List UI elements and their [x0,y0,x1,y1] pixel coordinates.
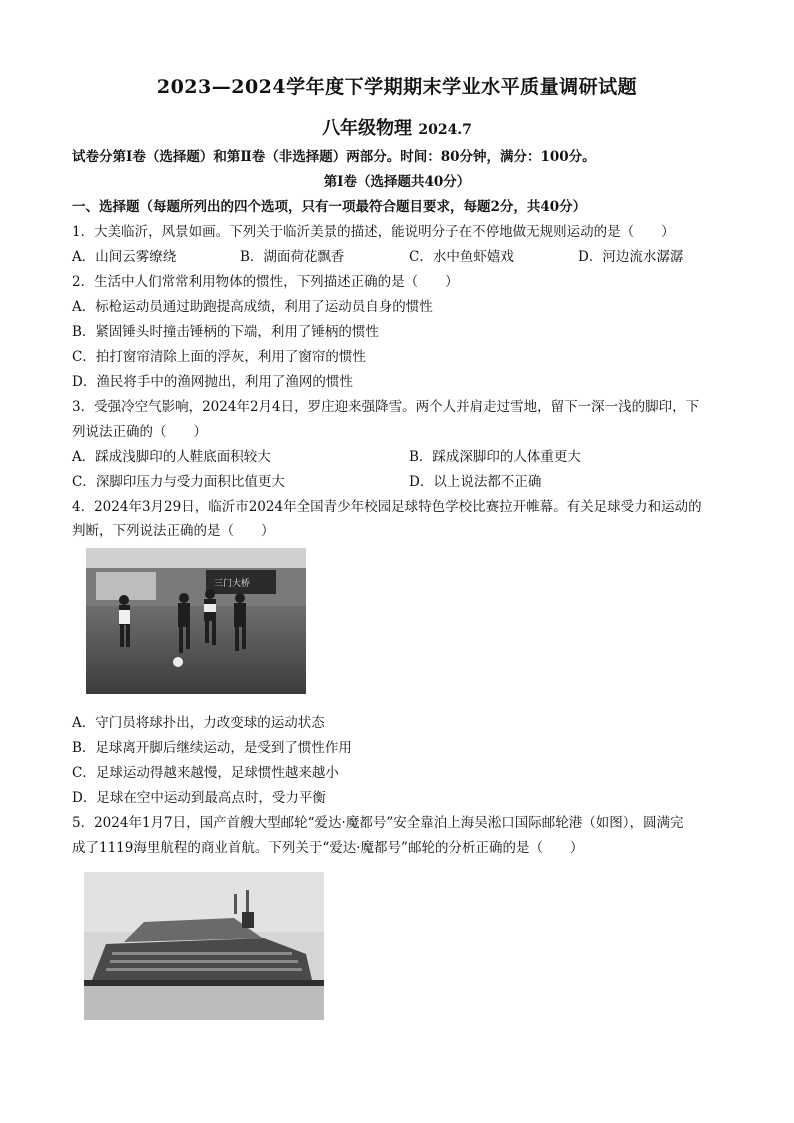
exam-date: 2024.7 [418,122,472,138]
q3-stem-line2: 列说法正确的（ ） [72,424,207,440]
q1-option-b: B．湖面荷花飘香 [240,249,345,265]
q3-option-b: B．踩成深脚印的人体重更大 [409,449,581,465]
q3-option-c: C．深脚印压力与受力面积比值更大 [72,474,285,490]
soccer-photo-drawing [86,548,306,694]
q5-stem-line2: 成了1119海里航程的商业首航。下列关于“爱达·魔都号”邮轮的分析正确的是（ ） [72,840,584,856]
subject-label: 八年级物理 [322,118,413,139]
q1-option-d: D．河边流水潺潺 [578,249,684,265]
q4-stem-line2: 判断，下列说法正确的是（ ） [72,523,275,539]
part1-heading: 第Ⅰ卷（选择题共40分） [323,174,471,190]
q4-option-a: A．守门员将球扑出，力改变球的运动状态 [72,715,325,731]
q2-stem: 2．生活中人们常常利用物体的惯性，下列描述正确的是（ ） [72,274,459,290]
section1-heading: 一、选择题（每题所列出的四个选项，只有一项最符合题目要求，每题2分，共40分） [72,199,587,215]
q2-option-d: D．渔民将手中的渔网抛出，利用了渔网的惯性 [72,374,353,390]
soccer-photo [86,548,306,694]
exam-intro: 试卷分第Ⅰ卷（选择题）和第Ⅱ卷（非选择题）两部分。时间：80分钟，满分：100分。 [72,149,596,165]
q3-option-d: D．以上说法都不正确 [409,474,542,490]
q2-option-c: C．拍打窗帘清除上面的浮灰，利用了窗帘的惯性 [72,349,366,365]
q2-option-b: B．紧固锤头时撞击锤柄的下端，利用了锤柄的惯性 [72,324,379,340]
q4-option-d: D．足球在空中运动到最高点时，受力平衡 [72,790,326,806]
cruise-ship-drawing [84,872,324,1020]
q4-option-b: B．足球离开脚后继续运动，是受到了惯性作用 [72,740,352,756]
exam-subtitle [0,114,794,140]
q1-option-a: A．山间云雾缭绕 [72,249,177,265]
banner-text: 三门大桥 [214,579,251,589]
q3-option-a: A．踩成浅脚印的人鞋底面积较大 [72,449,271,465]
q3-stem-line1: 3．受强冷空气影响，2024年2月4日，罗庄迎来强降雪。两个人并肩走过雪地，留下一深一浅的脚印，下 [72,399,700,415]
q5-stem-line1: 5．2024年1月7日，国产首艘大型邮轮“爱达·魔都号”安全靠泊上海吴淞口国际邮轮港（如图），圆满完 [72,815,684,831]
exam-title: 2023—2024学年度下学期期末学业水平质量调研试题 [156,76,638,98]
cruise-ship-photo [84,872,324,1020]
q4-stem-line1: 4．2024年3月29日，临沂市2024年全国青少年校园足球特色学校比赛拉开帷幕。有关足球受力和运动的 [72,499,702,515]
q1-option-c: C．水中鱼虾嬉戏 [409,249,514,265]
q2-option-a: A．标枪运动员通过助跑提高成绩，利用了运动员自身的惯性 [72,299,433,315]
q4-option-c: C．足球运动得越来越慢，足球惯性越来越小 [72,765,339,781]
q1-stem: 1．大美临沂，风景如画。下列关于临沂美景的描述，能说明分子在不停地做无规则运动的是（ ） [72,224,675,240]
